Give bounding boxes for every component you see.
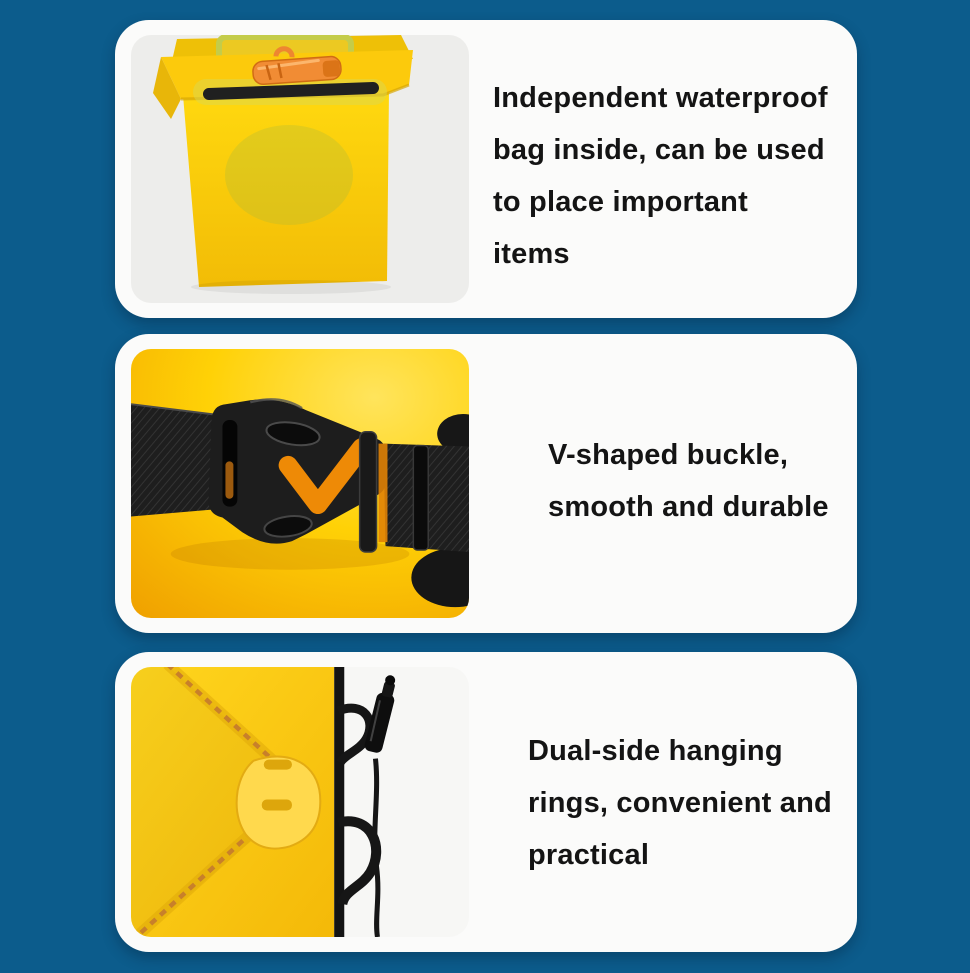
inner-waterproof-pouch-photo bbox=[131, 35, 469, 303]
feature-caption bbox=[493, 72, 828, 280]
hanging-rings-photo bbox=[131, 667, 469, 937]
v-buckle-illustration bbox=[131, 349, 469, 618]
feature-caption bbox=[548, 429, 829, 533]
caption-line: rings, convenient and bbox=[528, 787, 832, 819]
caption-line: Independent waterproof bbox=[493, 82, 828, 114]
inner-pouch-illustration bbox=[131, 35, 469, 303]
caption-line: smooth and durable bbox=[548, 491, 829, 523]
caption-line: Dual-side hanging bbox=[528, 735, 783, 767]
pouch-contents-shadow bbox=[225, 125, 353, 225]
pouch-zipper bbox=[209, 88, 373, 94]
feature-card-hanging-rings bbox=[115, 652, 857, 952]
caption-line: V-shaped buckle, bbox=[548, 439, 789, 471]
feature-card-waterproof-bag bbox=[115, 20, 857, 318]
caption-line: bag inside, can be used bbox=[493, 134, 825, 166]
feature-card-v-buckle bbox=[115, 334, 857, 633]
caption-line: items bbox=[493, 238, 570, 270]
strap-slider bbox=[413, 446, 428, 550]
caption-line: to place important bbox=[493, 186, 748, 218]
hanging-rings-illustration bbox=[131, 667, 469, 937]
caption-line: practical bbox=[528, 839, 650, 871]
v-buckle-photo bbox=[131, 349, 469, 618]
feature-caption bbox=[528, 725, 832, 881]
hanging-tab bbox=[237, 757, 321, 849]
